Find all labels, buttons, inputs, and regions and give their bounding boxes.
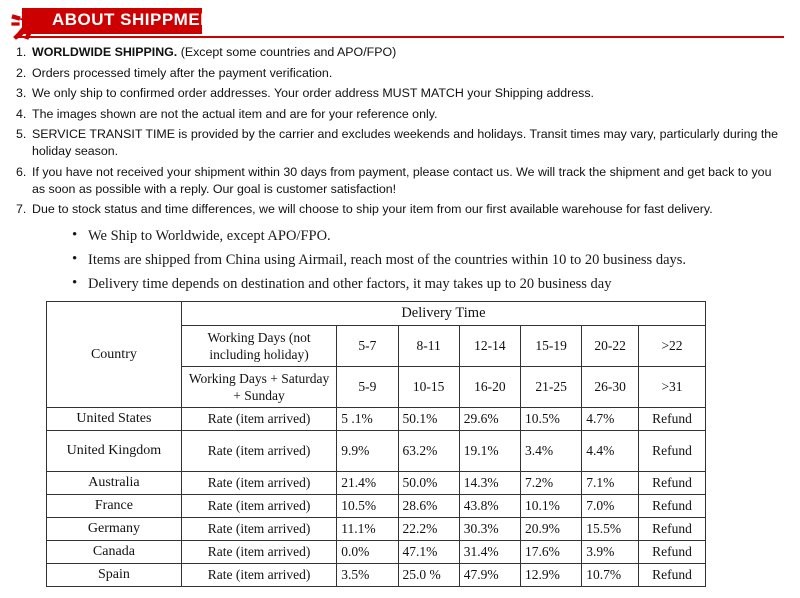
rate-value: 9.9%: [337, 431, 398, 472]
bullet-item: • Items are shipped from China using Airmail, reach most of the countries within 10 to 20 business days.: [72, 250, 800, 271]
rate-value: 20.9%: [521, 518, 582, 541]
rate-value: 14.3%: [459, 472, 520, 495]
list-item-number: 5.: [16, 127, 27, 141]
country-name: United Kingdom: [47, 431, 182, 472]
bullet-item: • Delivery time depends on destination and other factors, it may takes up to 20 business day: [72, 274, 800, 295]
country-name: United States: [47, 408, 182, 431]
list-item-number: 3.: [16, 86, 27, 100]
country-name: Spain: [47, 564, 182, 587]
band-cell: >22: [639, 326, 706, 367]
band-cell: 26-30: [582, 367, 639, 408]
band-cell: 5-9: [337, 367, 398, 408]
country-header-label: Country: [90, 346, 137, 362]
rate-value: 21.4%: [337, 472, 398, 495]
band-cell: 16-20: [459, 367, 520, 408]
delivery-time-title: Delivery Time: [181, 302, 705, 326]
refund-label: Refund: [639, 472, 706, 495]
rate-value: 47.9%: [459, 564, 520, 587]
numbered-list: [0, 44, 800, 218]
rate-label: Rate (item arrived): [181, 518, 336, 541]
band-cell: >31: [639, 367, 706, 408]
rate-value: 4.7%: [582, 408, 639, 431]
rate-value: 31.4%: [459, 541, 520, 564]
band-cell: 20-22: [582, 326, 639, 367]
shipment-info-page: [0, 6, 800, 598]
rate-value: 25.0 %: [398, 564, 459, 587]
header: [0, 6, 800, 40]
rate-value: 10.5%: [337, 495, 398, 518]
running-man-icon: [10, 6, 52, 46]
rate-label: Rate (item arrived): [181, 564, 336, 587]
list-item-text: Due to stock status and time differences, we will choose to ship your item from our first available warehouse for fast delivery.: [32, 202, 713, 216]
refund-label: Refund: [639, 564, 706, 587]
rate-value: 4.4%: [582, 431, 639, 472]
rate-label: Rate (item arrived): [181, 408, 336, 431]
rate-value: 11.1%: [337, 518, 398, 541]
refund-label: Refund: [639, 495, 706, 518]
rate-value: 12.9%: [521, 564, 582, 587]
list-item-body: (Except some countries and APO/FPO): [177, 45, 397, 59]
working-days-label: Working Days (not including holiday): [181, 326, 336, 367]
band-cell: 8-11: [398, 326, 459, 367]
rate-value: 7.2%: [521, 472, 582, 495]
list-item-text: SERVICE TRANSIT TIME is provided by the carrier and excludes weekends and holidays. Transit times may vary, particularly during the holiday season.: [32, 127, 779, 158]
table-row: [47, 408, 706, 431]
refund-label: Refund: [639, 408, 706, 431]
rate-value: 10.1%: [521, 495, 582, 518]
rate-label: Rate (item arrived): [181, 495, 336, 518]
band-cell: 15-19: [521, 326, 582, 367]
header-divider: [14, 36, 784, 38]
band-cell: 21-25: [521, 367, 582, 408]
list-item-number: 4.: [16, 106, 27, 121]
list-item: [16, 44, 786, 61]
delivery-time-table: [46, 301, 706, 587]
list-item-number: 2.: [16, 65, 27, 80]
list-item: [16, 85, 786, 102]
list-item: [16, 126, 786, 160]
country-name: Australia: [47, 472, 182, 495]
rate-value: 7.0%: [582, 495, 639, 518]
list-item-text: The images shown are not the actual item and are for your reference only.: [32, 106, 438, 121]
list-item: [16, 201, 786, 218]
country-header-cell: [47, 302, 182, 408]
rate-value: 30.3%: [459, 518, 520, 541]
rate-value: 3.9%: [582, 541, 639, 564]
rate-value: 22.2%: [398, 518, 459, 541]
rate-value: 3.5%: [337, 564, 398, 587]
rate-label: Rate (item arrived): [181, 541, 336, 564]
rate-value: 47.1%: [398, 541, 459, 564]
list-item-number: 6.: [16, 164, 27, 179]
rate-value: 5 .1%: [337, 408, 398, 431]
rate-value: 19.1%: [459, 431, 520, 472]
band-cell: 5-7: [337, 326, 398, 367]
table-row: [47, 564, 706, 587]
rate-value: 63.2%: [398, 431, 459, 472]
list-item-text: We only ship to confirmed order addresses. Your order address MUST MATCH your Shipping address.: [32, 86, 594, 100]
rate-label: Rate (item arrived): [181, 472, 336, 495]
working-days-weekend-label: Working Days + Saturday + Sunday: [181, 367, 336, 408]
rate-value: 10.5%: [521, 408, 582, 431]
rate-value: 50.0%: [398, 472, 459, 495]
rate-value: 28.6%: [398, 495, 459, 518]
table-row: [47, 431, 706, 472]
list-item-number: 7.: [16, 202, 27, 216]
country-name: Canada: [47, 541, 182, 564]
table-row: [47, 472, 706, 495]
table-row: [47, 541, 706, 564]
refund-label: Refund: [639, 431, 706, 472]
list-item-text: Orders processed timely after the payment verification.: [32, 65, 333, 80]
delivery-table-wrap: [0, 301, 800, 587]
rate-value: 43.8%: [459, 495, 520, 518]
rate-value: 7.1%: [582, 472, 639, 495]
bullet-list: [0, 226, 800, 295]
list-item-text: If you have not received your shipment within 30 days from payment, please contact us. We will track the shipment and get back to you as soon as possible with a reply. Our goal is customer satisfaction!: [32, 164, 772, 196]
rate-value: 17.6%: [521, 541, 582, 564]
list-item: [16, 106, 786, 123]
list-item-number: 1.: [16, 45, 27, 59]
rate-value: 3.4%: [521, 431, 582, 472]
rate-value: 50.1%: [398, 408, 459, 431]
country-name: Germany: [47, 518, 182, 541]
rate-value: 10.7%: [582, 564, 639, 587]
band-cell: 12-14: [459, 326, 520, 367]
list-item-lead: WORLDWIDE SHIPPING.: [32, 45, 178, 59]
rate-value: 15.5%: [582, 518, 639, 541]
list-item: [16, 164, 786, 198]
rate-label: Rate (item arrived): [181, 431, 336, 472]
refund-label: Refund: [639, 541, 706, 564]
list-item: [16, 65, 786, 82]
table-row: [47, 495, 706, 518]
rate-value: 29.6%: [459, 408, 520, 431]
band-cell: 10-15: [398, 367, 459, 408]
country-name: France: [47, 495, 182, 518]
refund-label: Refund: [639, 518, 706, 541]
list-item-text: [32, 44, 786, 61]
table-row-title: [47, 302, 706, 326]
rate-value: 0.0%: [337, 541, 398, 564]
page-title: ABOUT SHIPPMENT: [52, 10, 224, 29]
bullet-item: • We Ship to Worldwide, except APO/FPO.: [72, 226, 800, 247]
table-row: [47, 518, 706, 541]
